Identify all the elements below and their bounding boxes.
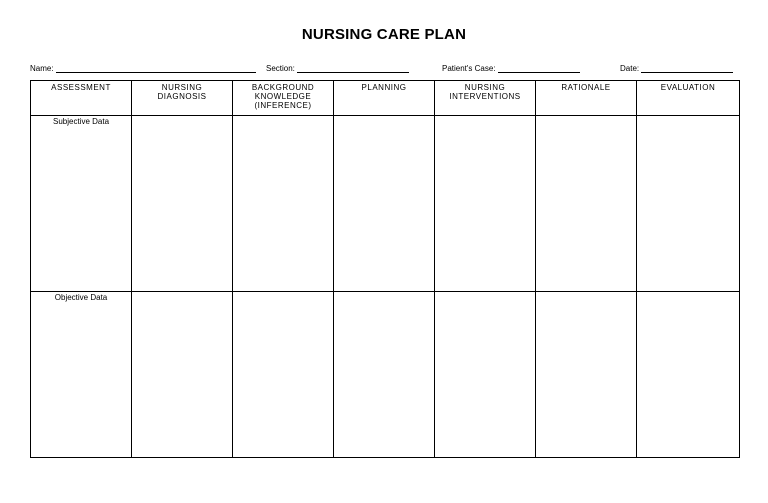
cell-rationale-subjective[interactable] bbox=[536, 116, 637, 292]
cell-evaluation-subjective[interactable] bbox=[637, 116, 740, 292]
header-evaluation bbox=[637, 81, 740, 116]
header-rationale-label: RATIONALE bbox=[561, 83, 611, 92]
page-title: NURSING CARE PLAN bbox=[301, 26, 467, 43]
date-blank-line[interactable] bbox=[641, 64, 733, 73]
header-nursing-diagnosis-label: NURSING DIAGNOSIS bbox=[157, 83, 207, 101]
section-label: Section: bbox=[266, 64, 295, 73]
cell-assessment-subjective[interactable] bbox=[31, 116, 132, 292]
patient-info-row bbox=[30, 64, 740, 76]
header-nursing-diagnosis bbox=[132, 81, 233, 116]
header-nursing-interventions bbox=[435, 81, 536, 116]
table-row-objective bbox=[31, 292, 740, 458]
cell-nursing-interventions-objective[interactable] bbox=[435, 292, 536, 458]
cell-nursing-diagnosis-subjective[interactable] bbox=[132, 116, 233, 292]
header-background-knowledge bbox=[233, 81, 334, 116]
cell-nursing-interventions-subjective[interactable] bbox=[435, 116, 536, 292]
objective-data-label: Objective Data bbox=[54, 293, 108, 302]
header-planning bbox=[334, 81, 435, 116]
header-background-knowledge-label: BACKGROUND KNOWLEDGE (INFERENCE) bbox=[251, 83, 315, 110]
cell-planning-objective[interactable] bbox=[334, 292, 435, 458]
patients-case-field[interactable] bbox=[442, 64, 580, 73]
header-nursing-interventions-label: NURSING INTERVENTIONS bbox=[449, 83, 521, 101]
cell-evaluation-objective[interactable] bbox=[637, 292, 740, 458]
subjective-data-label: Subjective Data bbox=[52, 117, 110, 126]
name-label: Name: bbox=[30, 64, 54, 73]
header-rationale bbox=[536, 81, 637, 116]
patients-case-label: Patient's Case: bbox=[442, 64, 496, 73]
care-plan-table bbox=[30, 80, 740, 458]
section-field[interactable] bbox=[266, 64, 409, 73]
cell-nursing-diagnosis-objective[interactable] bbox=[132, 292, 233, 458]
header-evaluation-label: EVALUATION bbox=[660, 83, 716, 92]
name-field[interactable] bbox=[30, 64, 256, 73]
header-assessment bbox=[31, 81, 132, 116]
cell-planning-subjective[interactable] bbox=[334, 116, 435, 292]
patients-case-blank-line[interactable] bbox=[498, 64, 580, 73]
name-blank-line[interactable] bbox=[56, 64, 256, 73]
table-header-row bbox=[31, 81, 740, 116]
section-blank-line[interactable] bbox=[297, 64, 409, 73]
date-label: Date: bbox=[620, 64, 640, 73]
cell-assessment-objective[interactable] bbox=[31, 292, 132, 458]
date-field[interactable] bbox=[620, 64, 733, 73]
cell-background-knowledge-objective[interactable] bbox=[233, 292, 334, 458]
cell-background-knowledge-subjective[interactable] bbox=[233, 116, 334, 292]
cell-rationale-objective[interactable] bbox=[536, 292, 637, 458]
header-planning-label: PLANNING bbox=[361, 83, 407, 92]
table-row-subjective bbox=[31, 116, 740, 292]
header-assessment-label: ASSESSMENT bbox=[51, 83, 111, 92]
